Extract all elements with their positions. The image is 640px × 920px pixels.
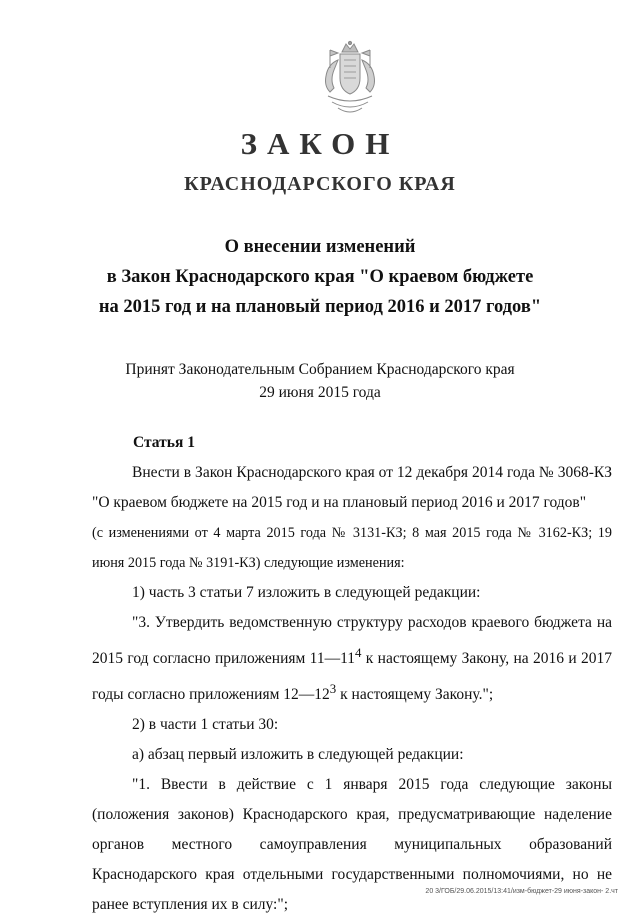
- heading-line-1: О внесении изменений: [224, 237, 416, 257]
- adoption-line: Принят Законодательным Собранием Краснодарского края: [125, 361, 515, 378]
- quote-1-part-b: к настоящему Закону, на 2016 и 2017 годы согласно приложениям 12—12: [92, 650, 612, 704]
- article-title: Статья 1: [133, 434, 195, 451]
- law-title: ЗАКОН: [240, 126, 400, 161]
- article-item-2a: а) абзац первый изложить в следующей редакции:: [132, 746, 464, 764]
- quote-1-part-a: "3. Утвердить ведомственную структуру расходов краевого бюджета на 2015 год согласно приложениям 11—11: [92, 614, 612, 668]
- article-item-2: 2) в части 1 статьи 30:: [132, 716, 279, 734]
- law-heading: [0, 232, 640, 322]
- article-amendments: (с изменениями от 4 марта 2015 года № 3131-КЗ; 8 мая 2015 года № 3162-КЗ; 19 июня 2015 года № 3191-КЗ) следующие изменения:: [92, 525, 612, 571]
- heading-line-3: на 2015 год и на плановый период 2016 и 2017 годов": [98, 297, 542, 317]
- region-title: КРАСНОДАРСКОГО КРАЯ: [184, 173, 456, 195]
- footer-reference: 20 3/ГОБ/29.06.2015/13:41/изм-бюджет-29 июня-закон- 2.чт: [425, 888, 618, 895]
- adoption-note: [0, 358, 640, 404]
- quote-1-superscript-1: 4: [355, 645, 362, 660]
- article-paragraph-1: Внести в Закон Краснодарского края от 12 декабря 2014 года № 3068-КЗ "О краевом бюджете на 2015 год и на плановый период 2016 и 2017 годов": [92, 464, 612, 511]
- article-quote-2: "1. Ввести в действие с 1 января 2015 года следующие законы (положения законов) Краснодарского края, предусматривающие наделение органов местного самоуправления муниципальных образований Краснодарского края отдельными государственными полномочиями, но не ранее вступления их в силу:";: [92, 776, 612, 914]
- quote-1-superscript-2: 3: [329, 681, 337, 697]
- article-quote-1: [92, 608, 612, 710]
- article-body: [92, 458, 612, 920]
- adoption-date: 29 июня 2015 года: [259, 384, 381, 401]
- article-item-1: 1) часть 3 статьи 7 изложить в следующей редакции:: [132, 584, 481, 601]
- coat-of-arms-emblem: [316, 40, 384, 118]
- quote-1-part-c: к настоящему Закону.";: [336, 686, 494, 704]
- heading-line-2: в Закон Краснодарского края "О краевом бюджете: [106, 267, 534, 287]
